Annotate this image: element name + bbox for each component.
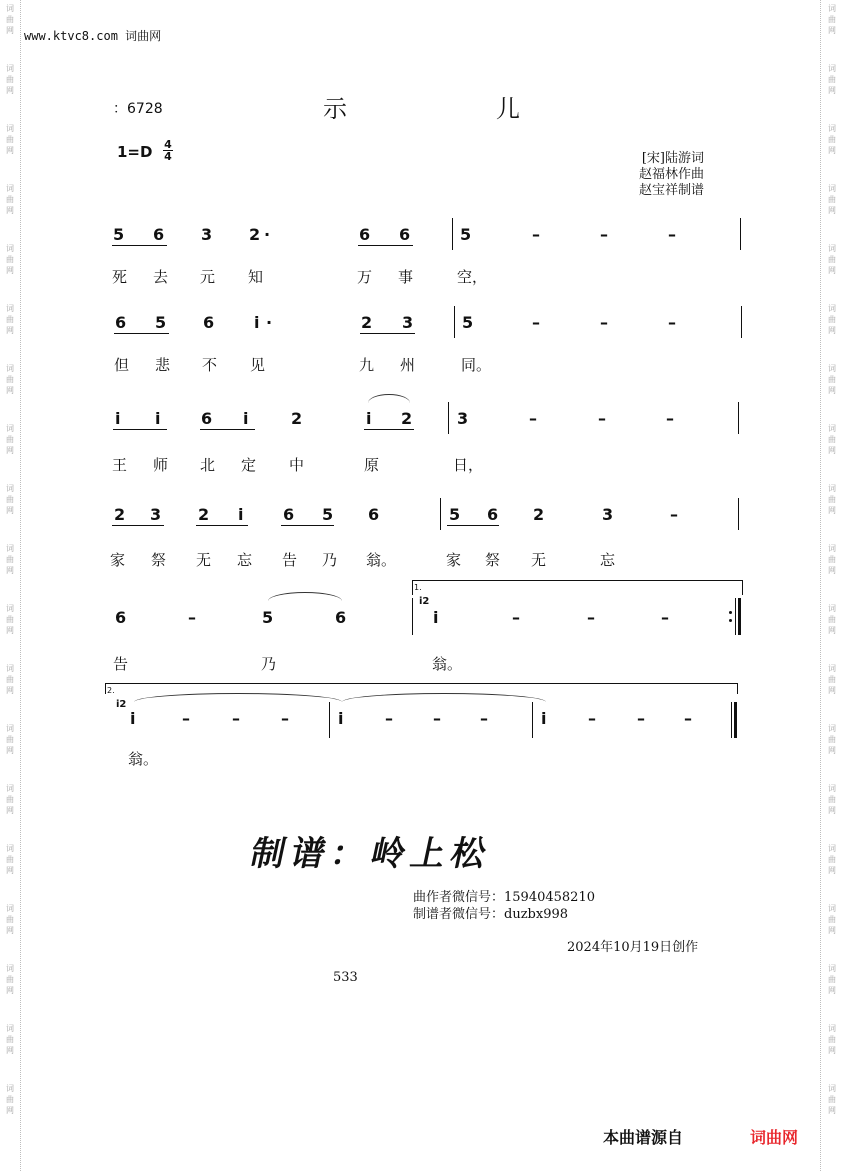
watermark-glyph: 词 bbox=[828, 244, 836, 253]
watermark-glyph: 词 bbox=[828, 184, 836, 193]
dash: – bbox=[433, 709, 441, 728]
barline bbox=[448, 402, 449, 434]
repeat-end-barline bbox=[735, 598, 736, 635]
watermark-glyph: 曲 bbox=[828, 375, 836, 384]
watermark-glyph: 曲 bbox=[828, 315, 836, 324]
watermark-glyph: 曲 bbox=[828, 795, 836, 804]
watermark-glyph: 曲 bbox=[6, 435, 14, 444]
note: 6 bbox=[115, 608, 127, 627]
watermark-glyph: 网 bbox=[6, 866, 14, 875]
watermark-glyph: 词 bbox=[6, 424, 14, 433]
watermark-glyph: 网 bbox=[828, 1106, 836, 1115]
watermark-glyph: 网 bbox=[6, 626, 14, 635]
watermark-glyph: 曲 bbox=[6, 15, 14, 24]
watermark-glyph: 曲 bbox=[828, 615, 836, 624]
underline bbox=[447, 525, 499, 526]
lyric: 空， bbox=[457, 268, 488, 286]
dash: – bbox=[182, 709, 190, 728]
watermark-glyph: 网 bbox=[6, 86, 14, 95]
watermark-glyph: 词 bbox=[6, 844, 14, 853]
repeat-dot bbox=[729, 619, 732, 622]
watermark-glyph: 曲 bbox=[6, 795, 14, 804]
note: 2 bbox=[291, 409, 303, 428]
watermark-glyph: 网 bbox=[828, 626, 836, 635]
watermark-glyph: 曲 bbox=[828, 975, 836, 984]
dash: – bbox=[666, 409, 674, 428]
arranger-signature: 制谱：岭上松 bbox=[247, 834, 496, 874]
underline bbox=[358, 245, 413, 246]
lyric: 悲 bbox=[155, 356, 171, 374]
lyric: 王 bbox=[112, 456, 128, 474]
title-char-1: 示 bbox=[323, 95, 347, 123]
watermark-glyph: 词 bbox=[6, 604, 14, 613]
watermark-glyph: 网 bbox=[6, 806, 14, 815]
watermark-glyph: 网 bbox=[6, 1106, 14, 1115]
repeat-dot bbox=[729, 611, 732, 614]
note: 6 bbox=[399, 225, 411, 244]
watermark-glyph: 曲 bbox=[6, 315, 14, 324]
watermark-glyph: 词 bbox=[828, 544, 836, 553]
watermark-glyph: 词 bbox=[6, 544, 14, 553]
note: 6 bbox=[203, 313, 215, 332]
watermark-glyph: 曲 bbox=[828, 735, 836, 744]
dash: – bbox=[598, 409, 606, 428]
note: 6 bbox=[335, 608, 347, 627]
watermark-glyph: 词 bbox=[6, 784, 14, 793]
watermark-glyph: 曲 bbox=[6, 975, 14, 984]
arranger-wechat: 制谱者微信号：duzbx998 bbox=[413, 907, 569, 922]
barline bbox=[454, 306, 455, 338]
watermark-glyph: 网 bbox=[828, 506, 836, 515]
right-border-line bbox=[820, 0, 821, 1171]
note: 6 bbox=[153, 225, 165, 244]
lyric: 无 bbox=[531, 551, 547, 569]
dotted-note-dot: · bbox=[266, 313, 273, 332]
final-barline-thick bbox=[734, 702, 737, 738]
watermark-glyph: 词 bbox=[6, 904, 14, 913]
lyric: 告 bbox=[113, 655, 129, 673]
watermark-glyph: 网 bbox=[828, 86, 836, 95]
first-ending-bracket bbox=[412, 580, 743, 595]
barline bbox=[412, 598, 413, 635]
note: 6 bbox=[283, 505, 295, 524]
watermark-glyph: 网 bbox=[828, 26, 836, 35]
time-signature bbox=[163, 139, 173, 162]
watermark-glyph: 词 bbox=[6, 124, 14, 133]
watermark-glyph: 网 bbox=[828, 866, 836, 875]
song-number: ：6728 bbox=[113, 101, 163, 117]
barline bbox=[532, 702, 533, 738]
watermark-glyph: 词 bbox=[828, 364, 836, 373]
tie bbox=[134, 693, 342, 702]
grace-note-text: i2 bbox=[116, 699, 127, 710]
note: 2 bbox=[249, 225, 261, 244]
grace-notes bbox=[116, 700, 126, 710]
underline bbox=[196, 525, 248, 526]
dash: – bbox=[668, 313, 676, 332]
dash: – bbox=[532, 225, 540, 244]
watermark-glyph: 曲 bbox=[6, 555, 14, 564]
note: 3 bbox=[201, 225, 213, 244]
note: i bbox=[243, 409, 249, 428]
lyric: 同。 bbox=[461, 356, 492, 374]
watermark-glyph: 网 bbox=[828, 206, 836, 215]
watermark-glyph: 曲 bbox=[828, 855, 836, 864]
source-label: 本曲谱源自 bbox=[603, 1128, 684, 1147]
underline bbox=[112, 525, 164, 526]
note: i bbox=[541, 709, 547, 728]
repeat-end-thick-barline bbox=[738, 598, 741, 635]
lyric: 死 bbox=[112, 268, 128, 286]
creation-date: 2024年10月19日创作 bbox=[567, 940, 699, 955]
tie bbox=[268, 592, 342, 601]
watermark-glyph: 词 bbox=[6, 964, 14, 973]
watermark-glyph: 词 bbox=[6, 1084, 14, 1093]
watermark-glyph: 曲 bbox=[6, 675, 14, 684]
dash: – bbox=[670, 505, 678, 524]
note: i bbox=[130, 709, 136, 728]
note: i bbox=[338, 709, 344, 728]
barline bbox=[329, 702, 330, 738]
watermark-glyph: 词 bbox=[6, 364, 14, 373]
note: 3 bbox=[402, 313, 414, 332]
watermark-glyph: 网 bbox=[828, 806, 836, 815]
watermark-glyph: 曲 bbox=[828, 1035, 836, 1044]
watermark-glyph: 曲 bbox=[828, 495, 836, 504]
underline bbox=[114, 333, 169, 334]
dash: – bbox=[281, 709, 289, 728]
watermark-glyph: 词 bbox=[828, 844, 836, 853]
underline bbox=[364, 429, 414, 430]
lyric: 家 bbox=[110, 551, 126, 569]
dash: – bbox=[532, 313, 540, 332]
watermark-glyph: 曲 bbox=[6, 195, 14, 204]
watermark-glyph: 网 bbox=[6, 566, 14, 575]
dash: – bbox=[587, 608, 595, 627]
lyric: 乃 bbox=[322, 551, 338, 569]
watermark-glyph: 词 bbox=[828, 904, 836, 913]
underline bbox=[281, 525, 334, 526]
composer-wechat: 曲作者微信号：15940458210 bbox=[413, 890, 595, 905]
arranger-credit: 赵宝祥制谱 bbox=[638, 183, 704, 198]
lyric: 九 bbox=[359, 356, 375, 374]
watermark-glyph: 词 bbox=[828, 724, 836, 733]
barline bbox=[741, 306, 742, 338]
lyric: 不 bbox=[202, 356, 218, 374]
watermark-glyph: 网 bbox=[6, 926, 14, 935]
watermark-glyph: 词 bbox=[828, 484, 836, 493]
dash: – bbox=[637, 709, 645, 728]
barline bbox=[738, 498, 739, 530]
watermark-glyph: 网 bbox=[6, 146, 14, 155]
note: 6 bbox=[115, 313, 127, 332]
lyric: 忘 bbox=[600, 551, 616, 569]
time-signature-top: 4 bbox=[164, 138, 172, 151]
watermark-glyph: 词 bbox=[828, 784, 836, 793]
watermark-glyph: 网 bbox=[828, 746, 836, 755]
lyric: 但 bbox=[114, 356, 130, 374]
lyric: 翁。 bbox=[366, 551, 397, 569]
page-number: 533 bbox=[333, 970, 358, 985]
dash: – bbox=[529, 409, 537, 428]
dash: – bbox=[600, 313, 608, 332]
watermark-glyph: 曲 bbox=[6, 735, 14, 744]
barline bbox=[452, 218, 453, 250]
watermark-glyph: 网 bbox=[6, 1046, 14, 1055]
key-signature: 1=D bbox=[117, 143, 153, 161]
lyric: 祭 bbox=[151, 551, 167, 569]
watermark-glyph: 词 bbox=[6, 184, 14, 193]
dash: – bbox=[668, 225, 676, 244]
time-signature-bottom: 4 bbox=[164, 150, 172, 163]
slur bbox=[368, 394, 410, 403]
watermark-glyph: 词 bbox=[6, 244, 14, 253]
lyric: 无 bbox=[196, 551, 212, 569]
watermark-glyph: 网 bbox=[828, 926, 836, 935]
watermark-glyph: 网 bbox=[828, 326, 836, 335]
note: 6 bbox=[201, 409, 213, 428]
watermark-glyph: 网 bbox=[6, 26, 14, 35]
note: 5 bbox=[462, 313, 474, 332]
note: 6 bbox=[487, 505, 499, 524]
lyric: 翁。 bbox=[432, 655, 463, 673]
watermark-glyph: 词 bbox=[828, 124, 836, 133]
note: 5 bbox=[155, 313, 167, 332]
note: 5 bbox=[322, 505, 334, 524]
watermark-glyph: 词 bbox=[828, 1084, 836, 1093]
note: i bbox=[115, 409, 121, 428]
note: 5 bbox=[113, 225, 125, 244]
watermark-glyph: 网 bbox=[828, 386, 836, 395]
note: 6 bbox=[368, 505, 380, 524]
watermark-glyph: 词 bbox=[6, 304, 14, 313]
underline bbox=[360, 333, 415, 334]
watermark-glyph: 网 bbox=[828, 266, 836, 275]
watermark-glyph: 网 bbox=[6, 386, 14, 395]
watermark-glyph: 词 bbox=[828, 964, 836, 973]
watermark-glyph: 词 bbox=[828, 4, 836, 13]
lyric: 师 bbox=[153, 456, 169, 474]
watermark-glyph: 词 bbox=[828, 1024, 836, 1033]
watermark-glyph: 词 bbox=[828, 424, 836, 433]
watermark-glyph: 曲 bbox=[6, 75, 14, 84]
lyric: 北 bbox=[200, 456, 216, 474]
watermark-glyph: 网 bbox=[828, 1046, 836, 1055]
lyric: 见 bbox=[250, 356, 266, 374]
underline bbox=[200, 429, 255, 430]
watermark-glyph: 曲 bbox=[828, 195, 836, 204]
lyric: 原 bbox=[364, 456, 380, 474]
watermark-glyph: 词 bbox=[6, 4, 14, 13]
note: 2 bbox=[361, 313, 373, 332]
source-brand-link[interactable]: 词曲网 bbox=[750, 1128, 799, 1147]
watermark-glyph: 网 bbox=[828, 566, 836, 575]
watermark-glyph: 网 bbox=[6, 986, 14, 995]
lyric: 告 bbox=[282, 551, 298, 569]
lyric: 日， bbox=[453, 456, 484, 474]
watermark-glyph: 词 bbox=[828, 304, 836, 313]
watermark-glyph: 曲 bbox=[828, 75, 836, 84]
watermark-glyph: 曲 bbox=[6, 1095, 14, 1104]
watermark-glyph: 曲 bbox=[6, 915, 14, 924]
second-ending-label: 2. bbox=[107, 686, 115, 695]
dash: – bbox=[600, 225, 608, 244]
dotted-note-dot: · bbox=[264, 225, 271, 244]
note: i bbox=[238, 505, 244, 524]
dash: – bbox=[661, 608, 669, 627]
watermark-glyph: 网 bbox=[828, 986, 836, 995]
tie bbox=[342, 693, 546, 702]
note: i bbox=[433, 608, 439, 627]
lyric: 忘 bbox=[237, 551, 253, 569]
watermark-glyph: 词 bbox=[6, 1024, 14, 1033]
watermark-glyph: 曲 bbox=[6, 855, 14, 864]
watermark-glyph: 曲 bbox=[828, 555, 836, 564]
note: 3 bbox=[150, 505, 162, 524]
watermark-glyph: 曲 bbox=[6, 1035, 14, 1044]
watermark-glyph: 网 bbox=[6, 266, 14, 275]
watermark-glyph: 网 bbox=[6, 686, 14, 695]
barline bbox=[440, 498, 441, 530]
lyric: 祭 bbox=[485, 551, 501, 569]
watermark-glyph: 网 bbox=[828, 146, 836, 155]
watermark-glyph: 曲 bbox=[828, 15, 836, 24]
barline bbox=[738, 402, 739, 434]
watermark-glyph: 网 bbox=[828, 446, 836, 455]
grace-note-text: i2 bbox=[419, 596, 430, 607]
lyric: 中 bbox=[289, 456, 305, 474]
note: i bbox=[155, 409, 161, 428]
watermark-glyph: 词 bbox=[828, 604, 836, 613]
dash: – bbox=[480, 709, 488, 728]
lyric: 翁。 bbox=[128, 750, 159, 768]
lyric: 知 bbox=[248, 268, 264, 286]
watermark-glyph: 词 bbox=[6, 724, 14, 733]
watermark-glyph: 曲 bbox=[6, 495, 14, 504]
watermark-glyph: 词 bbox=[828, 664, 836, 673]
note: 5 bbox=[460, 225, 472, 244]
dash: – bbox=[188, 608, 196, 627]
lyric: 万 bbox=[357, 268, 373, 286]
composer-credit: 赵福林作曲 bbox=[638, 167, 704, 182]
watermark-glyph: 曲 bbox=[828, 675, 836, 684]
note: i bbox=[254, 313, 260, 332]
watermark-glyph: 网 bbox=[6, 506, 14, 515]
lyric: 乃 bbox=[261, 655, 277, 673]
lyric: 州 bbox=[400, 356, 416, 374]
watermark-glyph: 网 bbox=[6, 326, 14, 335]
lyric: 去 bbox=[153, 268, 169, 286]
watermark-glyph: 网 bbox=[6, 446, 14, 455]
watermark-glyph: 网 bbox=[6, 206, 14, 215]
grace-notes bbox=[419, 597, 429, 607]
barline bbox=[740, 218, 741, 250]
note: i bbox=[366, 409, 372, 428]
watermark-glyph: 曲 bbox=[6, 375, 14, 384]
watermark-glyph: 曲 bbox=[828, 255, 836, 264]
watermark-glyph: 网 bbox=[828, 686, 836, 695]
note: 3 bbox=[602, 505, 614, 524]
watermark-glyph: 曲 bbox=[6, 135, 14, 144]
note: 2 bbox=[401, 409, 413, 428]
underline bbox=[113, 429, 167, 430]
final-barline-thin bbox=[731, 702, 732, 738]
dash: – bbox=[684, 709, 692, 728]
underline bbox=[112, 245, 167, 246]
note: 2 bbox=[114, 505, 126, 524]
lyricist-credit: [宋]陆游词 bbox=[641, 151, 704, 166]
site-label[interactable]: www.ktvc8.com 词曲网 bbox=[24, 29, 162, 43]
watermark-glyph: 曲 bbox=[6, 615, 14, 624]
note: 5 bbox=[449, 505, 461, 524]
note: 5 bbox=[262, 608, 274, 627]
dash: – bbox=[512, 608, 520, 627]
watermark-glyph: 网 bbox=[6, 746, 14, 755]
dash: – bbox=[385, 709, 393, 728]
repeat-dots bbox=[729, 611, 732, 622]
watermark-glyph: 曲 bbox=[6, 255, 14, 264]
note: 3 bbox=[457, 409, 469, 428]
note: 2 bbox=[533, 505, 545, 524]
lyric: 家 bbox=[446, 551, 462, 569]
first-ending-label: 1. bbox=[414, 583, 422, 592]
watermark-glyph: 词 bbox=[6, 484, 14, 493]
dash: – bbox=[588, 709, 596, 728]
credits-block bbox=[639, 151, 704, 199]
watermark-glyph: 曲 bbox=[828, 1095, 836, 1104]
left-border-line bbox=[20, 0, 21, 1171]
lyric: 定 bbox=[241, 456, 257, 474]
watermark-glyph: 曲 bbox=[828, 915, 836, 924]
note: 6 bbox=[359, 225, 371, 244]
watermark-glyph: 词 bbox=[6, 64, 14, 73]
dash: – bbox=[232, 709, 240, 728]
lyric: 事 bbox=[398, 268, 414, 286]
watermark-glyph: 词 bbox=[6, 664, 14, 673]
watermark-glyph: 词 bbox=[828, 64, 836, 73]
watermark-glyph: 曲 bbox=[828, 135, 836, 144]
note: 2 bbox=[198, 505, 210, 524]
title-char-2: 儿 bbox=[496, 95, 520, 123]
lyric: 元 bbox=[200, 268, 216, 286]
watermark-glyph: 曲 bbox=[828, 435, 836, 444]
